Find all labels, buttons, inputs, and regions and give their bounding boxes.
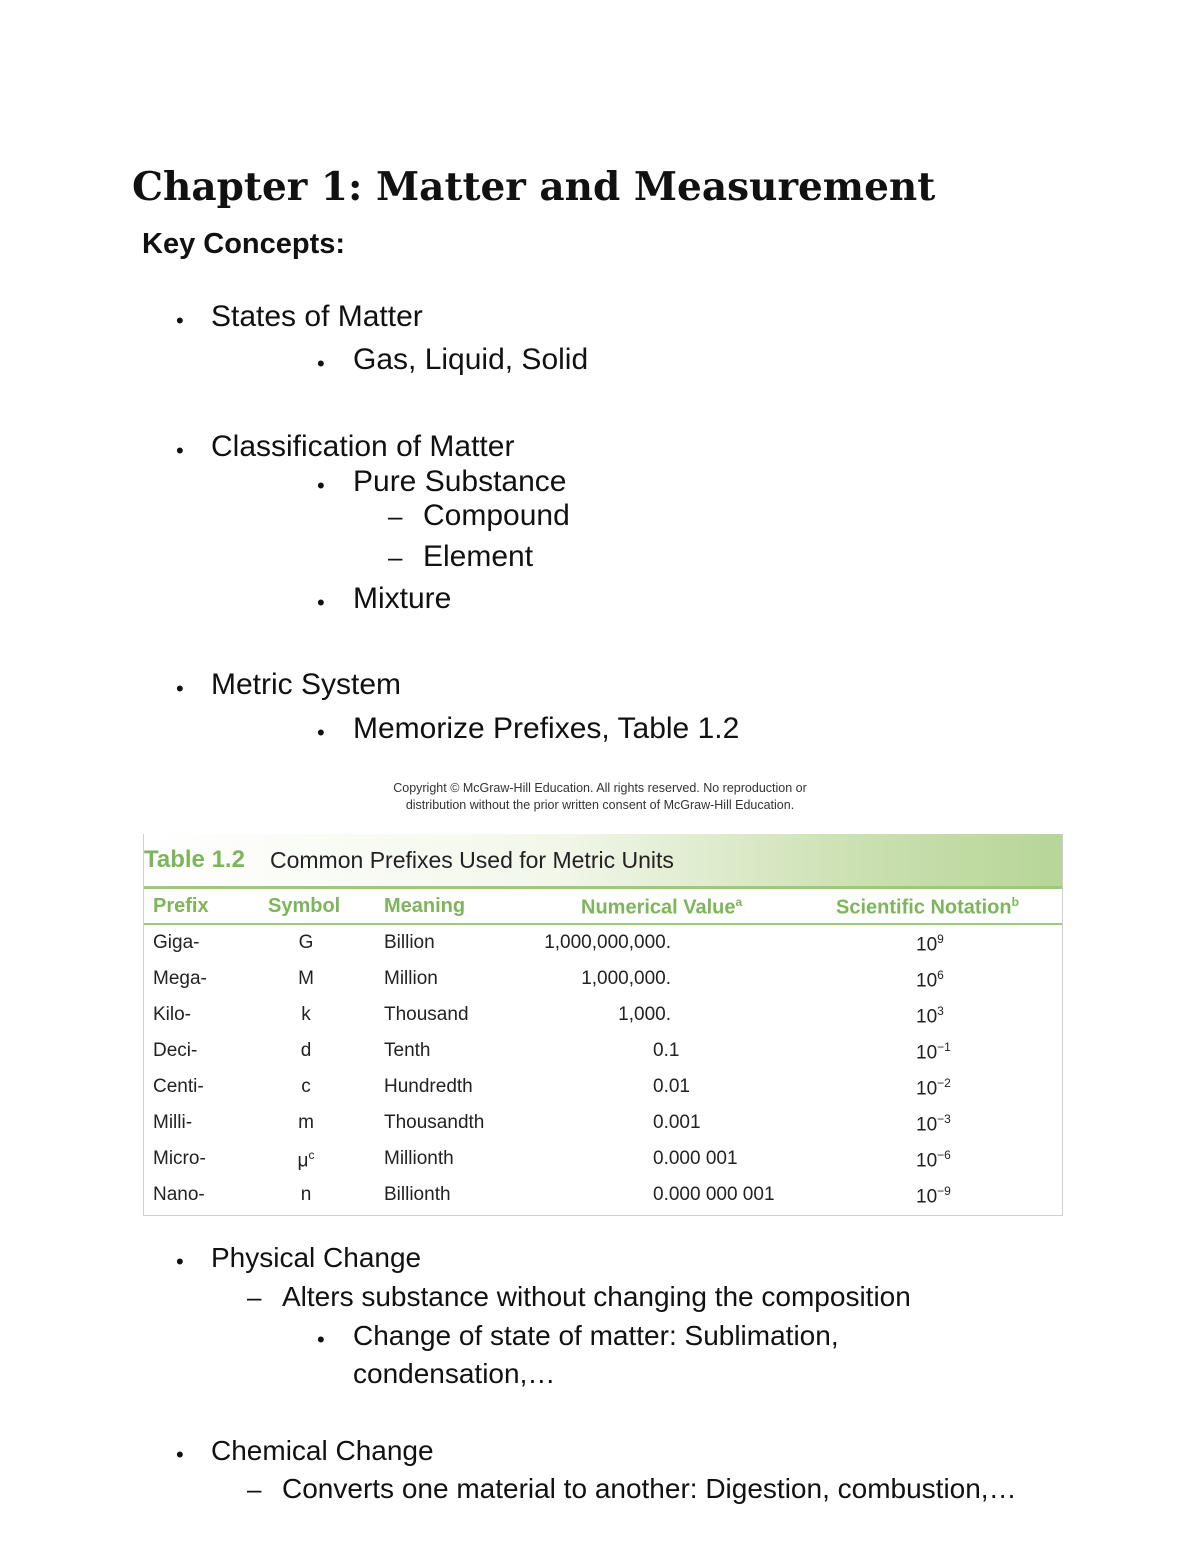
key-concepts-heading: Key Concepts: bbox=[142, 228, 346, 260]
symbol-text: μ bbox=[297, 1150, 309, 1172]
cell-scientific-notation bbox=[916, 932, 944, 956]
cell-numerical-value: 0.01 bbox=[653, 1076, 690, 1097]
dash-icon: – bbox=[388, 501, 403, 531]
cell-meaning: Million bbox=[384, 968, 438, 989]
notation-exponent: −1 bbox=[937, 1040, 951, 1054]
symbol-text: m bbox=[298, 1112, 314, 1133]
cell-scientific-notation bbox=[916, 1076, 951, 1100]
cell-meaning: Tenth bbox=[384, 1040, 431, 1061]
cell-prefix: Kilo- bbox=[153, 1004, 192, 1025]
table-header-row bbox=[144, 889, 1062, 925]
bullet-label: Alters substance without changing the composition bbox=[282, 1281, 911, 1312]
column-header-meaning: Meaning bbox=[384, 895, 466, 917]
footnote-mark: c bbox=[308, 1148, 315, 1162]
notation-exponent: −3 bbox=[937, 1112, 951, 1126]
table-caption: Common Prefixes Used for Metric Units bbox=[270, 847, 674, 873]
notation-exponent: 6 bbox=[937, 968, 944, 982]
footnote-mark: a bbox=[735, 895, 743, 909]
column-header-symbol: Symbol bbox=[268, 895, 341, 917]
table-number: Table 1.2 bbox=[144, 846, 245, 873]
notation-base: 10 bbox=[916, 1114, 938, 1136]
cell-prefix: Mega- bbox=[153, 968, 207, 989]
cell-symbol bbox=[296, 968, 316, 990]
cell-symbol bbox=[296, 1004, 316, 1026]
cell-scientific-notation bbox=[916, 1004, 944, 1028]
bullet-label: Gas, Liquid, Solid bbox=[353, 343, 589, 376]
notation-exponent: 9 bbox=[937, 932, 944, 946]
cell-prefix: Giga- bbox=[153, 932, 200, 953]
bullet-label: Converts one material to another: Digestion, combustion,… bbox=[282, 1473, 1017, 1504]
cell-meaning: Thousand bbox=[384, 1004, 469, 1025]
cell-symbol bbox=[296, 1076, 316, 1098]
cell-meaning: Billionth bbox=[384, 1184, 451, 1205]
bullet-label: Chemical Change bbox=[211, 1435, 434, 1466]
bullet-dot-icon: • bbox=[176, 676, 184, 701]
cell-scientific-notation bbox=[916, 968, 944, 992]
symbol-text: d bbox=[300, 1040, 312, 1061]
dash-icon: – bbox=[247, 1474, 262, 1504]
page-title: Chapter 1: Matter and Measurement bbox=[132, 164, 936, 210]
bullet-dot-icon: • bbox=[317, 1327, 325, 1352]
symbol-text: n bbox=[300, 1184, 312, 1205]
cell-prefix: Centi- bbox=[153, 1076, 204, 1097]
cell-meaning: Billion bbox=[384, 932, 435, 953]
copyright-line: distribution without the prior written consent of McGraw-Hill Education. bbox=[405, 798, 795, 812]
cell-symbol bbox=[296, 1148, 316, 1172]
cell-prefix: Milli- bbox=[153, 1112, 193, 1133]
table-row bbox=[144, 1178, 1062, 1214]
bullet-label: Mixture bbox=[353, 582, 452, 615]
bullet-label: Compound bbox=[423, 499, 570, 532]
cell-numerical-value: 0.001 bbox=[653, 1112, 701, 1133]
bullet-label: Change of state of matter: Sublimation, bbox=[353, 1320, 839, 1351]
cell-scientific-notation bbox=[916, 1148, 951, 1172]
table-row bbox=[144, 962, 1062, 998]
cell-numerical-value: 0.000 000 001 bbox=[653, 1184, 775, 1205]
notation-exponent: 3 bbox=[937, 1004, 944, 1018]
table-caption-bar bbox=[144, 834, 1062, 889]
bullet-label: Classification of Matter bbox=[211, 430, 515, 463]
column-header-numerical-value bbox=[581, 895, 742, 920]
cell-numerical-value: 1,000,000,000. bbox=[544, 932, 671, 953]
cell-symbol bbox=[296, 1040, 316, 1062]
cell-symbol bbox=[296, 932, 316, 954]
dash-icon: – bbox=[247, 1282, 262, 1312]
notation-base: 10 bbox=[916, 1078, 938, 1100]
cell-prefix: Nano- bbox=[153, 1184, 205, 1205]
copyright-notice bbox=[300, 780, 900, 814]
bullet-dot-icon: • bbox=[176, 1442, 184, 1467]
cell-prefix: Micro- bbox=[153, 1148, 206, 1169]
column-header-scientific-notation bbox=[836, 895, 1019, 920]
bullet-dot-icon: • bbox=[317, 473, 325, 498]
bullet-label: Physical Change bbox=[211, 1242, 422, 1273]
cell-numerical-value: 0.1 bbox=[653, 1040, 680, 1061]
table-row bbox=[144, 926, 1062, 962]
footnote-mark: b bbox=[1011, 895, 1019, 909]
notation-base: 10 bbox=[916, 1150, 938, 1172]
notation-base: 10 bbox=[916, 934, 938, 956]
dash-icon: – bbox=[388, 542, 403, 572]
copyright-line: Copyright © McGraw-Hill Education. All rights reserved. No reproduction or bbox=[393, 781, 807, 795]
cell-scientific-notation bbox=[916, 1184, 951, 1208]
column-header-prefix: Prefix bbox=[153, 895, 209, 917]
table-row bbox=[144, 1070, 1062, 1106]
table-row bbox=[144, 1034, 1062, 1070]
header-text: Numerical Value bbox=[581, 896, 736, 919]
cell-numerical-value: 1,000,000. bbox=[581, 968, 671, 989]
cell-meaning: Millionth bbox=[384, 1148, 454, 1169]
bullet-label: Element bbox=[423, 540, 534, 573]
header-text: Scientific Notation bbox=[836, 896, 1012, 919]
cell-scientific-notation bbox=[916, 1112, 951, 1136]
notation-exponent: −9 bbox=[937, 1184, 951, 1198]
cell-meaning: Hundredth bbox=[384, 1076, 473, 1097]
table-row bbox=[144, 1142, 1062, 1178]
cell-prefix: Deci- bbox=[153, 1040, 198, 1061]
table-row bbox=[144, 1106, 1062, 1142]
table-row bbox=[144, 998, 1062, 1034]
symbol-text: G bbox=[298, 932, 314, 953]
cell-symbol bbox=[296, 1112, 316, 1134]
bullet-dot-icon: • bbox=[176, 438, 184, 463]
cell-numerical-value: 0.000 001 bbox=[653, 1148, 738, 1169]
bullet-label: Pure Substance bbox=[353, 465, 567, 498]
bullet-dot-icon: • bbox=[317, 720, 325, 745]
symbol-text: M bbox=[298, 968, 314, 989]
bullet-label: Memorize Prefixes, Table 1.2 bbox=[353, 712, 740, 745]
bullet-dot-icon: • bbox=[317, 590, 325, 615]
cell-meaning: Thousandth bbox=[384, 1112, 485, 1133]
bullet-label: Metric System bbox=[211, 668, 402, 701]
cell-numerical-value: 1,000. bbox=[618, 1004, 671, 1025]
bullet-label-continued: condensation,… bbox=[353, 1358, 556, 1389]
notation-exponent: −2 bbox=[937, 1076, 951, 1090]
notation-exponent: −6 bbox=[937, 1148, 951, 1162]
bullet-dot-icon: • bbox=[176, 1249, 184, 1274]
bullet-label: States of Matter bbox=[211, 300, 423, 333]
prefix-table bbox=[143, 834, 1063, 1216]
symbol-text: c bbox=[301, 1076, 311, 1097]
symbol-text: k bbox=[301, 1004, 311, 1025]
notation-base: 10 bbox=[916, 1042, 938, 1064]
cell-scientific-notation bbox=[916, 1040, 951, 1064]
notation-base: 10 bbox=[916, 1186, 938, 1208]
bullet-dot-icon: • bbox=[176, 308, 184, 333]
notation-base: 10 bbox=[916, 970, 938, 992]
bullet-dot-icon: • bbox=[317, 351, 325, 376]
cell-symbol bbox=[296, 1184, 316, 1206]
notation-base: 10 bbox=[916, 1006, 938, 1028]
